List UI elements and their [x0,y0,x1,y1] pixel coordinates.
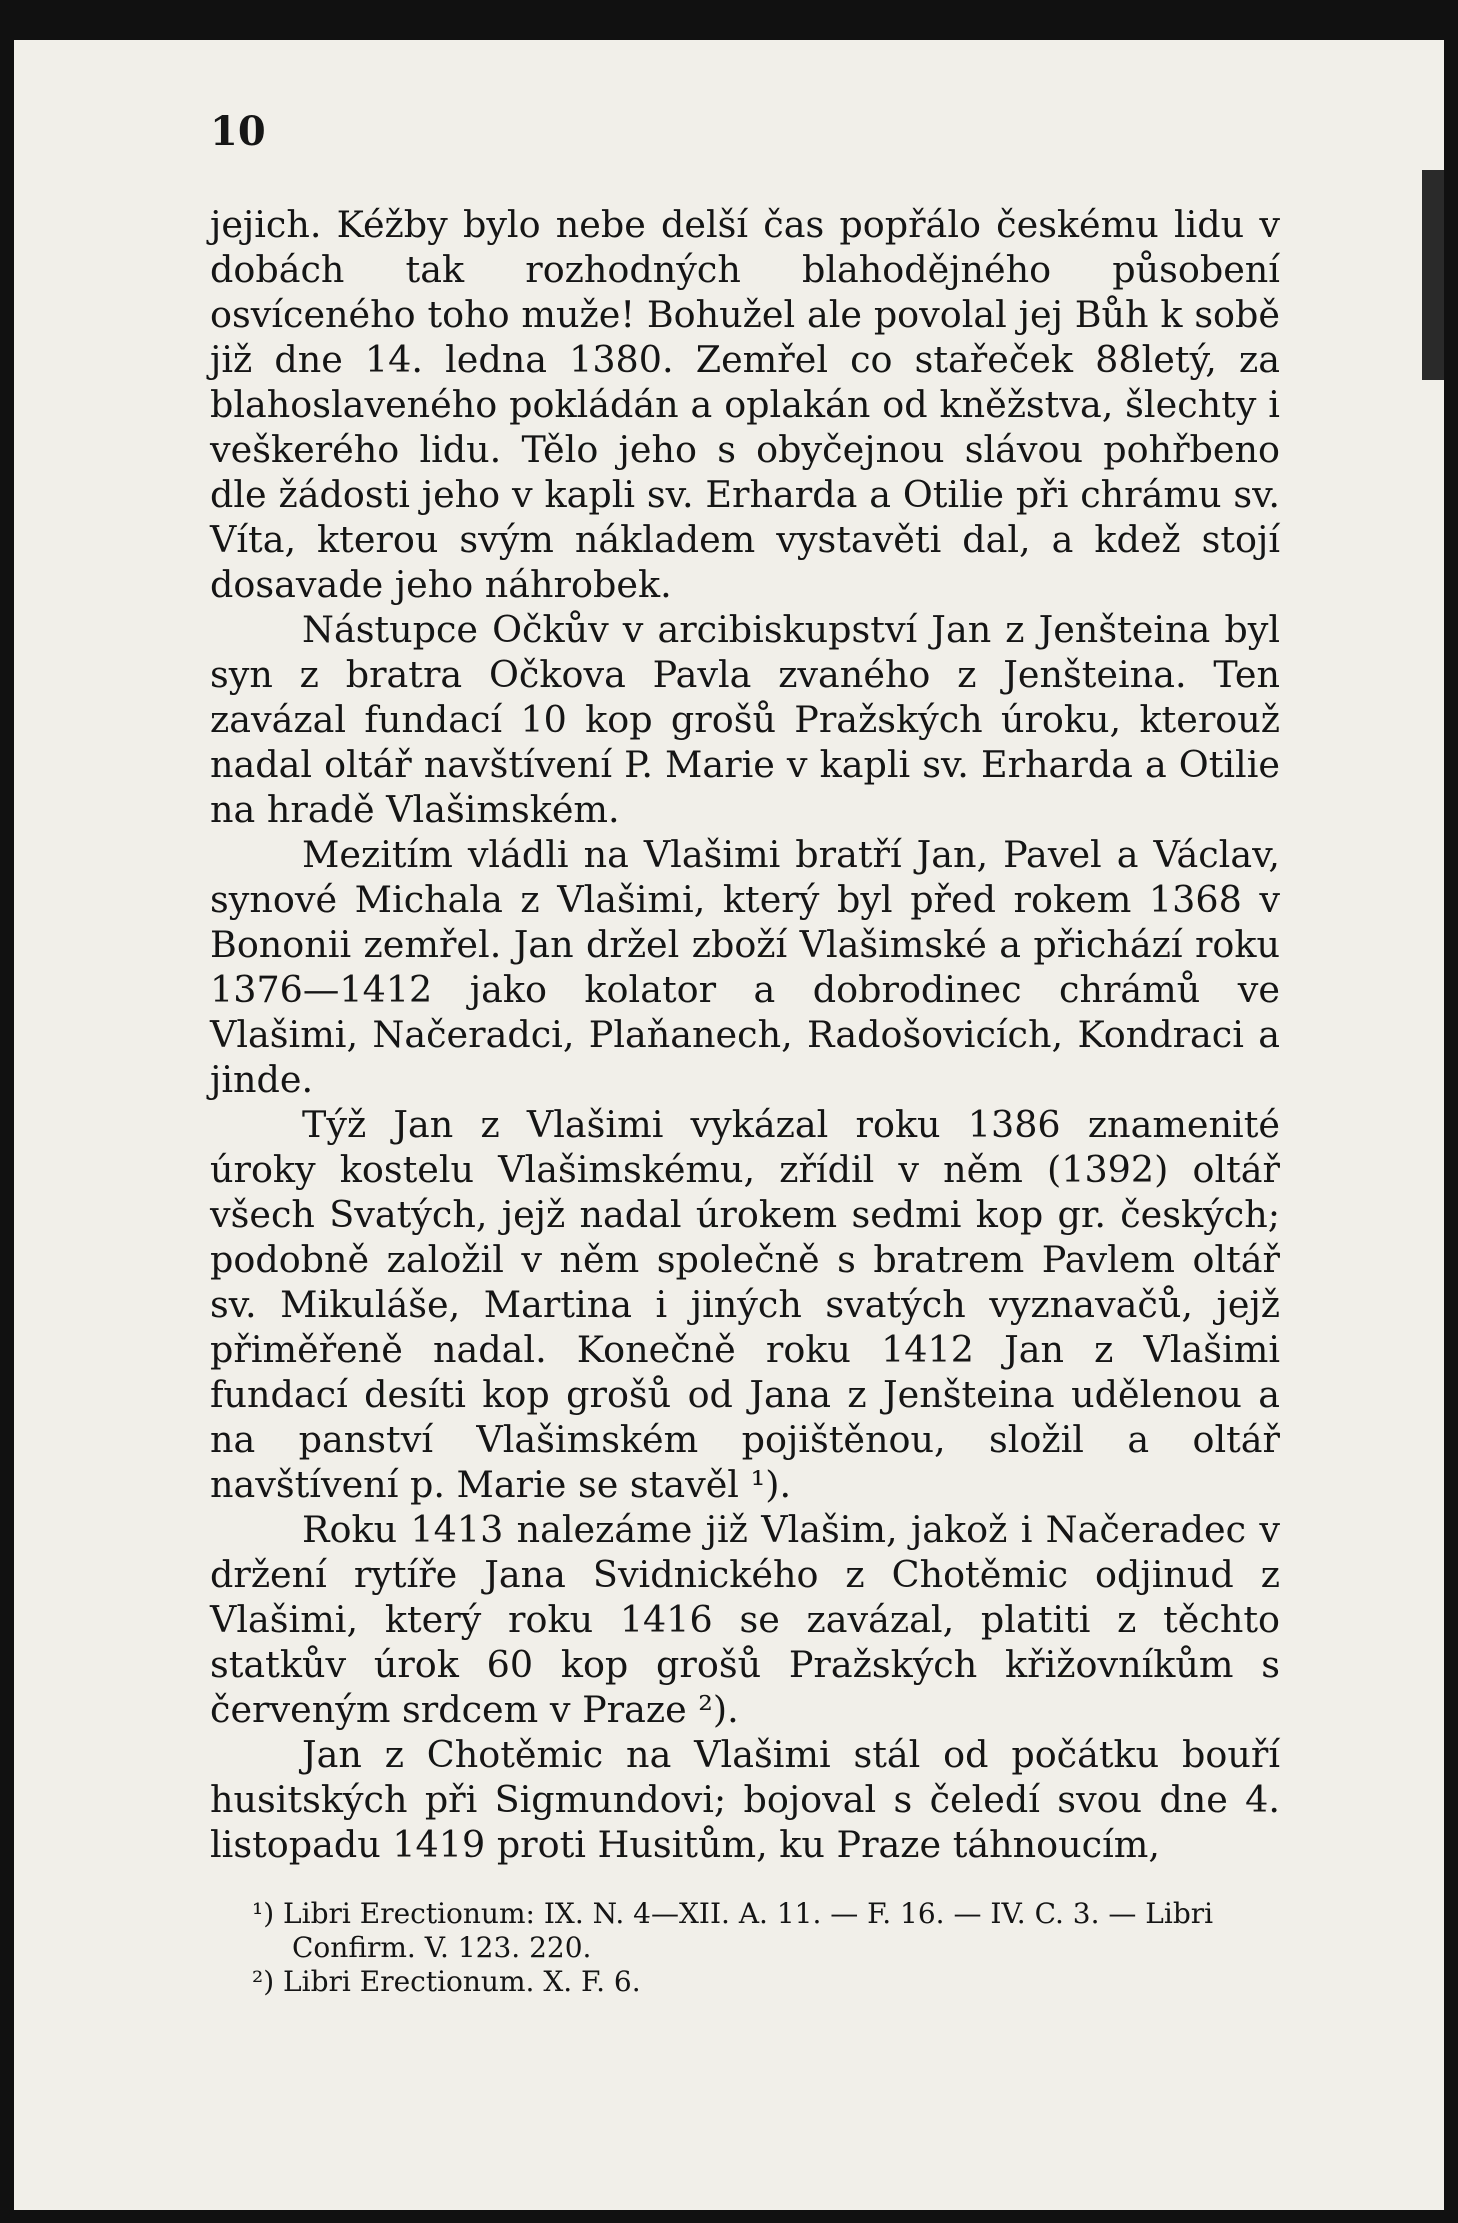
paragraph: jejich. Kéžby bylo nebe delší čas popřálo českému lidu v dobách tak rozhodných blahodějného působení osvíceného toho muže! Bohužel ale povolal jej Bůh k sobě již dne 14. ledna 1380. Zemřel co stařeček 88letý, za blahoslaveného pokládán a oplakán od kněžstva, šlechty i veškerého lidu. Tělo jeho s obyčejnou slávou pohřbeno dle žádosti jeho v kapli sv. Erharda a Otilie při chrámu sv. Víta, kterou svým nákladem vystavěti dal, a kdež stojí dosavade jeho náhrobek. [210,203,1280,606]
paragraph: Roku 1413 nalezáme již Vlašim, jakož i Načeradec v držení rytíře Jana Svidnického z Chotěmic odjinud z Vlašimi, který roku 1416 se zavázal, platiti z těchto statkův úrok 60 kop grošů Pražských křižovníkům s červeným srdcem v Praze ²). [210,1508,1280,1731]
paragraph: Mezitím vládli na Vlašimi bratří Jan, Pavel a Václav, synové Michala z Vlašimi, který byl před rokem 1368 v Bononii zemřel. Jan držel zboží Vlašimské a přichází roku 1376—1412 jako kolator a dobrodinec chrámů ve Vlašimi, Načeradci, Plaňanech, Radošovicích, Kondraci a jinde. [210,833,1280,1101]
page-edge-mark [1422,170,1444,380]
paragraph: Nástupce Očkův v arcibiskupství Jan z Jenšteina byl syn z bratra Očkova Pavla zvaného z Jenšteina. Ten zavázal fundací 10 kop grošů Pražských úroku, kterouž nadal oltář navštívení P. Marie v kapli sv. Erharda a Otilie na hradě Vlašimském. [210,608,1280,831]
footnote: ¹) Libri Erectionum: IX. N. 4—XII. A. 11. — F. 16. — IV. C. 3. — Libri Confirm. V. 123. 220. [252,1897,1214,1964]
page-number: 10 [210,108,266,155]
footnote: ²) Libri Erectionum. X. F. 6. [252,1965,641,1998]
body-text [210,202,1280,1867]
footnotes [210,1897,1280,1999]
paragraph: Jan z Chotěmic na Vlašimi stál od počátku bouří husitských při Sigmundovi; bojoval s čeledí svou dne 4. listopadu 1419 proti Husitům, ku Praze táhnoucím, [210,1733,1280,1866]
paragraph: Týž Jan z Vlašimi vykázal roku 1386 znamenité úroky kostelu Vlašimskému, zřídil v něm (1392) oltář všech Svatých, jejž nadal úrokem sedmi kop gr. českých; podobně založil v něm společně s bratrem Pavlem oltář sv. Mikuláše, Martina i jiných svatých vyznavačů, jejž přiměřeně nadal. Konečně roku 1412 Jan z Vlašimi fundací desíti kop grošů od Jana z Jenšteina udělenou a na panství Vlašimském pojištěnou, složil a oltář navštívení p. Marie se stavěl ¹). [210,1103,1280,1506]
book-page [14,40,1444,2210]
